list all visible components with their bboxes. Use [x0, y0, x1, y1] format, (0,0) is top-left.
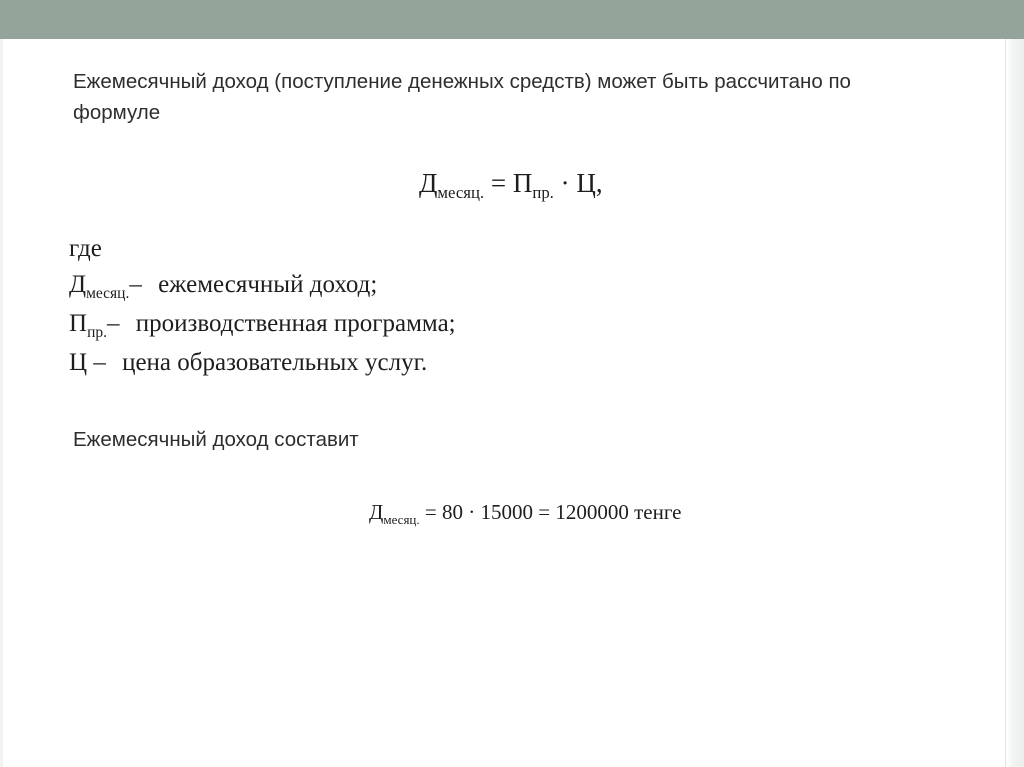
legend-item-income [69, 267, 456, 306]
legend-dash: – [87, 349, 106, 376]
formula-dot: · [553, 168, 577, 198]
legend-item-program [69, 306, 456, 345]
legend-description: ежемесячный доход; [158, 271, 378, 298]
left-frame-edge [0, 39, 3, 767]
formula-p-subscript: пр. [532, 183, 554, 203]
legend-symbol: П [69, 310, 88, 337]
result-lhs-symbol: Д [369, 500, 384, 524]
main-formula [419, 168, 603, 203]
formula-p-symbol: П [512, 168, 533, 198]
legend-item-price [69, 345, 456, 381]
top-bar [0, 0, 1024, 39]
legend-where: где [69, 235, 102, 262]
legend-subscript: месяц. [86, 284, 130, 302]
formula-legend [69, 231, 456, 381]
result-formula [369, 500, 681, 525]
formula-c-symbol: Ц, [576, 168, 603, 198]
result-lhs-subscript: месяц. [383, 511, 420, 527]
legend-dash: – [129, 271, 142, 298]
result-label: Ежемесячный доход составит [73, 428, 359, 451]
formula-equals: = [484, 168, 513, 198]
result-expression: = 80 · 15000 = 1200000 тенге [419, 500, 682, 524]
legend-dash: – [106, 310, 120, 337]
formula-lhs-symbol: Д [419, 168, 438, 198]
legend-description: цена образовательных услуг. [122, 349, 428, 376]
legend-description: производственная программа; [135, 310, 456, 337]
intro-paragraph: Ежемесячный доход (поступление денежных средств) может быть рассчитано по формуле [73, 70, 851, 124]
legend-symbol: Ц [69, 349, 88, 376]
legend-symbol: Д [69, 271, 87, 298]
right-frame-edge [1005, 39, 1024, 767]
formula-lhs-subscript: месяц. [437, 183, 485, 203]
legend-subscript: пр. [87, 323, 107, 341]
